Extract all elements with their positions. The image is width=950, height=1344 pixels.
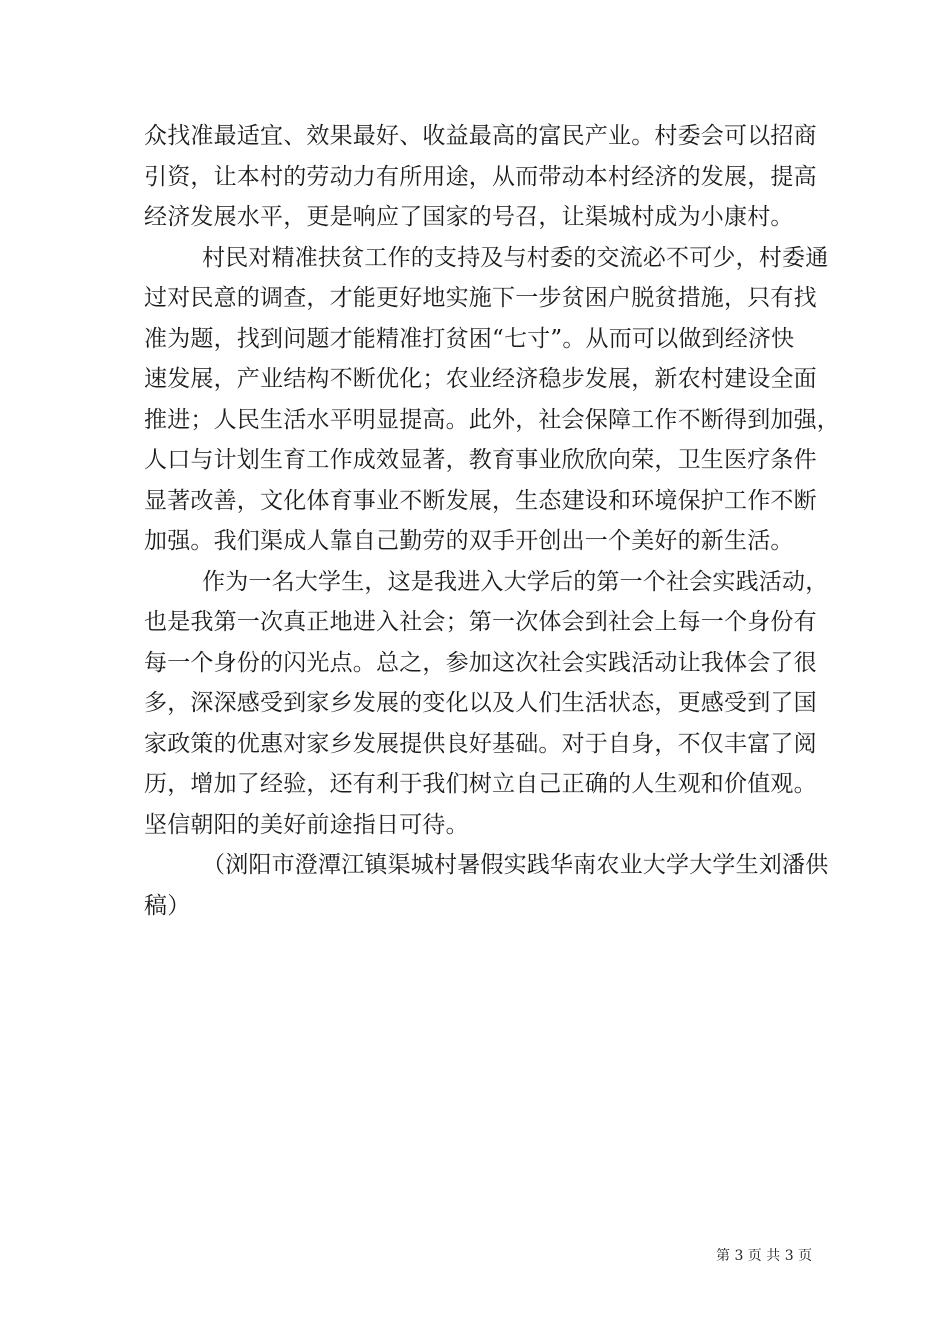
text-line: 准为题，找到问题才能精准打贫困“七寸”。从而可以做到经济快: [144, 325, 795, 352]
text-line: 人口与计划生育工作成效显著，教育事业欣欣向荣，卫生医疗条件: [144, 447, 817, 473]
text-line: 稿）: [144, 892, 191, 919]
paragraph: [144, 116, 820, 238]
text-line: 家政策的优惠对家乡发展提供良好基础。对于自身，不仅丰富了阅: [144, 730, 817, 757]
text-line: 村民对精准扶贫工作的支持及与村委的交流必不可少，村委通: [202, 244, 829, 271]
paragraph: [144, 562, 829, 846]
text-line: 加强。我们渠成人靠自己勤劳的双手开创出一个美好的新生活。: [144, 528, 794, 554]
text-line: 也是我第一次真正地进入社会；第一次体会到社会上每一个身份有: [144, 609, 817, 635]
text-line: 速发展，产业结构不断优化；农业经济稳步发展，新农村建设全面: [144, 366, 817, 392]
text-line: 坚信朝阳的美好前途指日可待。: [144, 811, 469, 838]
paragraph: [144, 238, 840, 562]
text-line: （浏阳市澄潭江镇渠城村暑假实践华南农业大学大学生刘潘供: [202, 852, 829, 878]
text-line: 历，增加了经验，还有利于我们树立自己正确的人生观和价值观。: [144, 771, 817, 797]
text-line: 每一个身份的闪光点。总之，参加这次社会实践活动让我体会了很: [144, 649, 817, 676]
text-line: 经济发展水平，更是响应了国家的号召，让渠城村成为小康村。: [144, 204, 794, 230]
page-number: 第 3 页 共 3 页: [716, 1248, 813, 1264]
text-line: 过对民意的调查，才能更好地实施下一步贫困户脱贫措施，只有找: [144, 285, 817, 311]
text-line: 众找准最适宜、效果最好、收益最高的富民产业。村委会可以招商: [144, 123, 817, 149]
text-line: 多，深深感受到家乡发展的变化以及人们生活状态，更感受到了国: [144, 690, 817, 716]
text-line: 作为一名大学生，这是我进入大学后的第一个社会实践活动，: [202, 568, 829, 595]
paragraph: [144, 845, 829, 926]
text-line: 显著改善，文化体育事业不断发展，生态建设和环境保护工作不断: [144, 487, 817, 514]
document-body: [144, 116, 840, 926]
text-line: 推进；人民生活水平明显提高。此外，社会保障工作不断得到加强，: [144, 406, 840, 433]
text-line: 引资，让本村的劳动力有所用途，从而带动本村经济的发展，提高: [144, 163, 817, 190]
